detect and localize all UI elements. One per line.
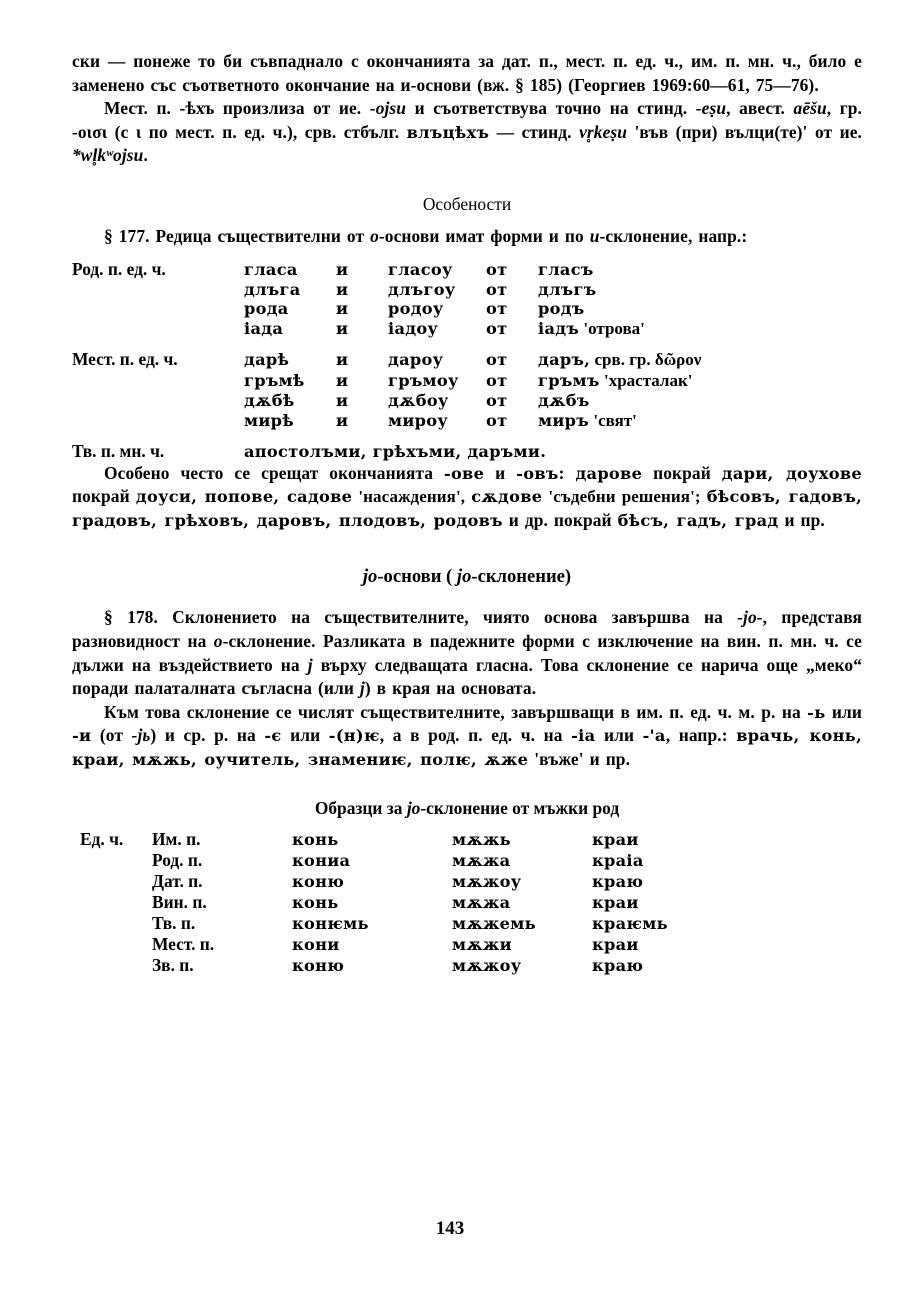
base-with-gloss	[538, 318, 645, 339]
instrumental-plural-forms: апостолъми, грѣхъми, даръми.	[244, 441, 547, 461]
text-italic-jb: -jь	[131, 725, 151, 746]
table-row	[80, 892, 732, 913]
text-italic-u: и	[589, 225, 600, 246]
ocs-ov-list: бѣсовъ, гадовъ, градовъ, грѣховъ, даровъ, плодовъ, родовъ	[72, 487, 863, 530]
gloss-text: 'отрова'	[583, 318, 645, 338]
ocs-dusi-popove-sadove: доуси, попове, садове	[135, 487, 353, 507]
paragraph-continuation: ски — понеже то би съвпаднало с окончанията за дат. п., мест. п. ед. ч., им. п. мн. ч., било е заменено със съответното окончание на и-основи (вж. § 185) (Георгиев 1969:60—61, 75—76).	[72, 51, 862, 95]
base-form: дѫбъ	[538, 390, 590, 410]
declension-form-kon: конь	[292, 892, 339, 912]
conjunction: и	[336, 259, 349, 279]
base-with-gloss	[538, 370, 701, 391]
heading-osobenosti: Особености	[422, 193, 512, 214]
paragraph-178	[72, 606, 862, 700]
ending-ove: -ове	[443, 463, 485, 483]
case-label: Тв. п.	[152, 912, 196, 933]
base-form: родъ	[538, 298, 585, 318]
conjunction: и	[336, 298, 349, 318]
declension-form-muz: мѫжь	[452, 829, 511, 849]
base-form: даръ,	[538, 349, 591, 369]
paragraph-locative-origin	[72, 97, 862, 168]
text-italic-esu: -eṣu	[695, 98, 727, 119]
form-variant-b: дѫбоу	[388, 390, 449, 410]
ocs-dari-duhove: дари, доухове	[721, 463, 863, 483]
case-label: Вин. п.	[152, 891, 207, 912]
caption-jo-paradigm	[72, 798, 862, 819]
text-run: -основи (	[377, 566, 457, 588]
text-run: ) и ср. р. на	[150, 725, 265, 746]
paragraph-177	[72, 225, 862, 249]
text-run: § 177. Редица съществителни от	[104, 225, 371, 246]
paradigm-label-loc-sg: Мест. п. ед. ч.	[72, 348, 178, 369]
conjunction: и	[336, 349, 349, 369]
case-label: Мест. п.	[152, 933, 215, 954]
form-variant-b: гръмоу	[388, 370, 459, 390]
table-row	[80, 913, 732, 934]
paragraph-179	[72, 701, 862, 772]
ocs-vluceh: влъцѣхъ	[406, 122, 490, 142]
heading-jo-stems	[72, 566, 862, 588]
text-run: Образци за	[314, 797, 407, 818]
text-run: върху следващата гласна. Това склонение се нарича още „меко“ поради палаталната съгласна (или	[72, 654, 862, 699]
text-run: -склонение от мъжки род	[420, 797, 620, 818]
table-row	[72, 299, 645, 318]
text-run: § 178. Склонението на съществителните, чиято основа завършва на	[104, 607, 738, 628]
table-row	[72, 349, 701, 370]
conjunction: и	[336, 279, 349, 299]
declension-form-muz: мѫжемь	[452, 913, 536, 933]
table-row	[80, 955, 732, 976]
declension-form-kon: коню	[292, 871, 345, 891]
text-run: и др. покрай	[502, 509, 618, 530]
declension-form-muz: мѫжи	[452, 934, 512, 954]
form-variant-a: гласа	[244, 259, 298, 279]
case-label: Род. п.	[152, 849, 203, 870]
ending-nje: -(н)ѥ	[328, 726, 380, 746]
ocs-example-nouns: врачь, конь, краи, мѫжь, оучитель, знамениѥ, полѥ, ѫже	[72, 726, 863, 769]
declension-form-kon: конѥмь	[292, 913, 369, 933]
page-content	[72, 50, 862, 976]
case-label: Им. п.	[152, 828, 201, 849]
declension-table-jo-masculine	[80, 829, 732, 976]
ending-ov: -овъ	[516, 463, 559, 483]
preposition-ot: от	[486, 370, 508, 390]
base-with-gloss	[538, 410, 701, 431]
text-run: , представя разновидност на	[72, 607, 862, 651]
gloss-text: 'насаждения',	[352, 487, 472, 507]
preposition-ot: от	[486, 390, 508, 410]
base-form: iадъ	[538, 318, 580, 338]
ending-e: -є	[264, 726, 282, 746]
form-variant-a: рода	[244, 298, 289, 318]
form-variant-b: мироу	[388, 410, 449, 430]
table-row	[72, 280, 645, 299]
declension-form-muz: мѫжоу	[452, 955, 522, 975]
text-run: (от	[91, 725, 132, 746]
declension-form-krai: краѥмь	[592, 913, 668, 933]
text-run: ) в края на основата.	[364, 678, 537, 699]
declension-form-krai: краю	[592, 871, 644, 891]
heading-jo-italic: jo	[362, 566, 378, 588]
case-label: Дат. п.	[152, 870, 203, 891]
text-run: , а в род. п. ед. ч. на	[379, 725, 572, 746]
text-run: или	[595, 725, 643, 746]
preposition-ot: от	[486, 298, 508, 318]
declension-form-kon: конь	[292, 829, 339, 849]
ending-i: -и	[72, 726, 92, 746]
text-run: или	[825, 701, 862, 722]
ending-ia: -ia	[571, 726, 596, 746]
text-run: Мест. п. -ѣхъ произлиза от ие.	[104, 98, 370, 119]
declension-form-krai: краи	[592, 892, 639, 912]
ocs-sudove: сѫдове	[471, 487, 543, 507]
table-row	[80, 934, 732, 955]
declension-form-muz: мѫжа	[452, 892, 511, 912]
gloss-text: 'свят'	[593, 410, 637, 430]
text-run: и	[484, 462, 517, 483]
preposition-ot: от	[486, 410, 508, 430]
text-run: -основи имат форми и по	[378, 225, 590, 246]
form-variant-a: iада	[244, 318, 284, 338]
preposition-ot: от	[486, 279, 508, 299]
declension-form-krai: краia	[592, 850, 644, 870]
text-run: и пр.	[778, 509, 825, 530]
number-label-singular: Ед. ч.	[80, 828, 124, 849]
page-number: 143	[435, 1218, 465, 1239]
form-variant-a: длъга	[244, 279, 301, 299]
text-run: , авест.	[726, 98, 794, 119]
ending-soft-sign: -ь	[807, 702, 826, 722]
table-row	[72, 410, 701, 431]
text-italic-j: j	[307, 654, 313, 675]
base-form: миръ	[538, 410, 590, 430]
form-variant-a: гръмѣ	[244, 370, 305, 390]
table-row	[80, 871, 732, 892]
paragraph-ove-endings	[72, 462, 862, 533]
conjunction: и	[336, 318, 349, 338]
base-form: длъгъ	[538, 279, 597, 299]
gloss-text: 'съдебни решения';	[542, 487, 707, 507]
text-run: Особено често се срещат окончанията	[104, 462, 444, 483]
text-run: 'във (при) вълци(те)' от ие.	[627, 121, 862, 142]
case-label: Зв. п.	[152, 954, 194, 975]
text-run: , гр. -οισι (с ι по мест. п. ед. ч.), срв. стбълг.	[72, 98, 862, 142]
conjunction: и	[336, 390, 349, 410]
ocs-darove: дарове	[575, 463, 643, 483]
table-row	[80, 829, 732, 850]
text-italic-o: о	[370, 225, 379, 246]
form-variant-b: родоу	[388, 298, 444, 318]
declension-form-kon: кониа	[292, 850, 351, 870]
text-run: — стинд.	[489, 121, 580, 142]
caption-jo-italic: jo	[406, 797, 421, 818]
form-variant-a: дарѣ	[244, 349, 290, 369]
text-italic-j-2: j	[359, 678, 365, 699]
table-row	[80, 850, 732, 871]
declension-form-kon: кони	[292, 934, 340, 954]
declension-form-muz: мѫжоу	[452, 871, 522, 891]
ending-a-soft: -'а	[642, 726, 666, 746]
text-run: -склонение, напр.:	[599, 225, 748, 246]
paradigm-locative-singular	[72, 349, 701, 431]
text-run: покрай	[642, 462, 722, 483]
conjunction: и	[336, 410, 349, 430]
text-italic-jo: -jo-	[737, 607, 763, 628]
paradigm-genitive-singular	[72, 259, 645, 339]
preposition-ot: от	[486, 349, 508, 369]
text-run: :	[558, 462, 576, 483]
table-row	[72, 370, 701, 391]
text-italic-pie-form: *wl̥kʷojsu	[72, 145, 144, 166]
heading-jo-italic-2: jo	[456, 566, 472, 588]
declension-form-krai: краю	[592, 955, 644, 975]
text-run: , напр.:	[665, 725, 737, 746]
declension-form-krai: краи	[592, 934, 639, 954]
text-run: 'въже' и пр.	[528, 748, 631, 769]
base-form: гласъ	[538, 259, 594, 279]
ocs-base-list: бѣсъ, гадъ, град	[617, 510, 779, 530]
form-variant-a: дѫбѣ	[244, 390, 295, 410]
form-variant-b: длъгоу	[388, 279, 456, 299]
gloss-text: 'храсталак'	[604, 370, 693, 390]
text-italic-aesu: aēšu	[793, 98, 827, 119]
form-variant-b: гласоу	[388, 259, 453, 279]
declension-form-kon: коню	[292, 955, 345, 975]
declension-form-krai: краи	[592, 829, 639, 849]
preposition-ot: от	[486, 259, 508, 279]
paradigm-label-gen-sg: Род. п. ед. ч.	[72, 258, 166, 279]
paradigm-label-instr-pl: Тв. п. мн. ч.	[72, 440, 165, 461]
text-run: -склонение. Разликата в падежните форми с изключение на вин. п. мн. ч. се дължи на въздействието на	[72, 630, 862, 675]
base-with-gloss	[538, 349, 701, 370]
table-row	[72, 391, 701, 410]
base-form: гръмъ	[538, 370, 600, 390]
text-run: -склонение)	[471, 566, 572, 588]
text-italic-vrkesu: vr̥keṣu	[579, 121, 628, 142]
text-italic-ojsu: -ojsu	[369, 98, 407, 119]
declension-form-muz: мѫжа	[452, 850, 511, 870]
text-run: .	[143, 145, 148, 166]
text-run: Към това склонение се числят съществителните, завършващи в им. п. ед. ч. м. р. на	[104, 701, 808, 722]
text-italic-o: о	[213, 630, 223, 651]
table-row	[72, 259, 645, 280]
form-variant-b: дароу	[388, 349, 444, 369]
text-run: покрай	[72, 486, 136, 507]
conjunction: и	[336, 370, 349, 390]
text-run: и съответствува точно на стинд.	[406, 98, 696, 119]
preposition-ot: от	[486, 318, 508, 338]
text-run: или	[281, 725, 329, 746]
form-variant-a: мирѣ	[244, 410, 294, 430]
table-row	[72, 318, 645, 339]
paradigm-instrumental-plural	[72, 441, 546, 462]
gloss-text: срв. гр. δῶρον	[594, 349, 702, 369]
form-variant-b: iадоу	[388, 318, 439, 338]
table-row	[72, 441, 546, 462]
